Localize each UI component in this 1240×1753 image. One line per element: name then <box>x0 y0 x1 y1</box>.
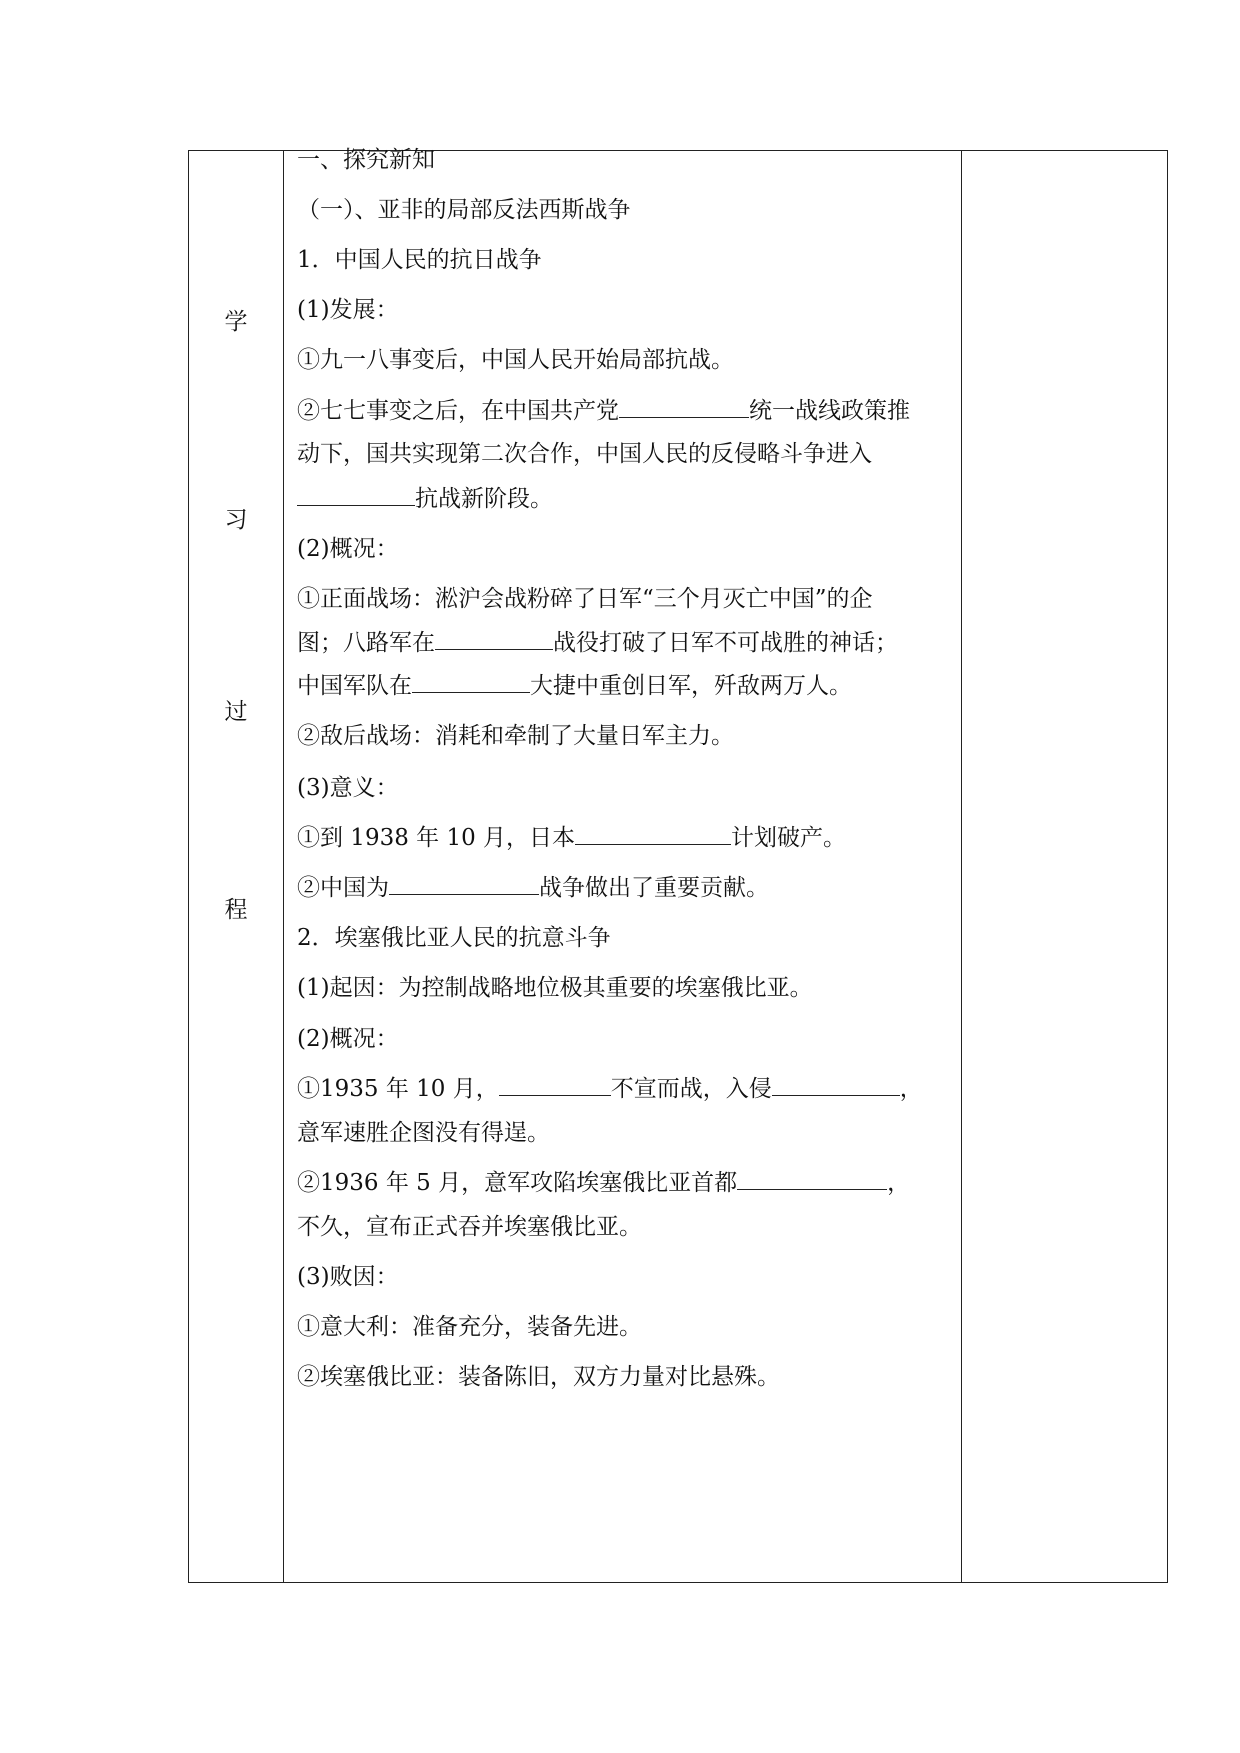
side-label-guo: 过 <box>224 699 248 725</box>
text-segment: 图；八路军在 <box>297 630 435 656</box>
answer-blank <box>499 1073 611 1096</box>
text-segment: 统一战线政策推 <box>749 398 910 424</box>
text-segment: ， <box>887 1170 911 1196</box>
subsection-heading: （一）、亚非的局部反法西斯战争 <box>297 197 631 223</box>
text-segment: 大捷中重创日军，歼敌两万人。 <box>530 673 852 699</box>
fill-line <box>297 1073 923 1105</box>
text-segment: 中国军队在 <box>297 673 412 699</box>
answer-blank <box>389 872 539 895</box>
side-label-xue: 学 <box>224 309 248 335</box>
topic-heading-1: 1．中国人民的抗日战争 <box>297 247 542 273</box>
text-segment: 不宣而战，入侵 <box>610 1076 772 1102</box>
item-heading: (3)意义： <box>297 775 399 801</box>
side-label-xi: 习 <box>224 507 248 533</box>
text-line: ①正面战场：淞沪会战粉碎了日军“三个月灭亡中国”的企 <box>297 586 873 612</box>
fill-line <box>297 627 898 659</box>
fill-line <box>297 1167 910 1199</box>
notes-column <box>962 151 1167 1582</box>
text-segment: 计划破产。 <box>731 825 847 851</box>
lesson-table <box>188 147 1168 1583</box>
text-segment: ②七七事变之后，在中国共产党 <box>297 398 619 424</box>
item-heading: (1)发展： <box>297 297 399 323</box>
answer-blank <box>575 822 731 845</box>
column-divider-left <box>283 151 284 1582</box>
text-segment: 战争做出了重要贡献。 <box>539 875 769 901</box>
answer-blank <box>737 1167 887 1190</box>
item-heading: (3)败因： <box>297 1264 399 1290</box>
text-line: 意军速胜企图没有得逞。 <box>297 1120 550 1146</box>
answer-blank <box>435 627 553 650</box>
fill-line <box>297 822 846 854</box>
fill-line <box>297 395 910 427</box>
fill-line <box>297 670 852 702</box>
text-line: 动下，国共实现第二次合作，中国人民的反侵略斗争进入 <box>297 441 872 467</box>
text-segment: ， <box>899 1076 923 1102</box>
text-segment: ①1935 年 10 月， <box>297 1076 499 1102</box>
answer-blank <box>772 1073 900 1096</box>
section-heading: 一、探究新知 <box>297 147 435 173</box>
fill-line <box>297 483 553 515</box>
text-line: (1)起因：为控制战略地位极其重要的埃塞俄比亚。 <box>297 975 813 1001</box>
answer-blank <box>619 395 749 418</box>
text-segment: 战役打破了日军不可战胜的神话； <box>553 630 898 656</box>
text-line: ②埃塞俄比亚：装备陈旧，双方力量对比悬殊。 <box>297 1364 780 1390</box>
text-segment: ①到 1938 年 10 月，日本 <box>297 825 576 851</box>
topic-heading-2: 2．埃塞俄比亚人民的抗意斗争 <box>297 925 611 951</box>
text-line: ②敌后战场：消耗和牵制了大量日军主力。 <box>297 723 734 749</box>
text-line: ①九一八事变后，中国人民开始局部抗战。 <box>297 347 734 373</box>
fill-line <box>297 872 769 904</box>
answer-blank <box>297 483 415 506</box>
side-label-cheng: 程 <box>224 897 248 923</box>
item-heading: (2)概况： <box>297 1026 399 1052</box>
text-line: 不久，宣布正式吞并埃塞俄比亚。 <box>297 1214 642 1240</box>
text-segment: 抗战新阶段。 <box>415 486 553 512</box>
text-line: ①意大利：准备充分，装备先进。 <box>297 1314 642 1340</box>
text-segment: ②1936 年 5 月，意军攻陷埃塞俄比亚首都 <box>297 1170 738 1196</box>
answer-blank <box>412 670 530 693</box>
text-segment: ②中国为 <box>297 875 389 901</box>
item-heading: (2)概况： <box>297 536 399 562</box>
